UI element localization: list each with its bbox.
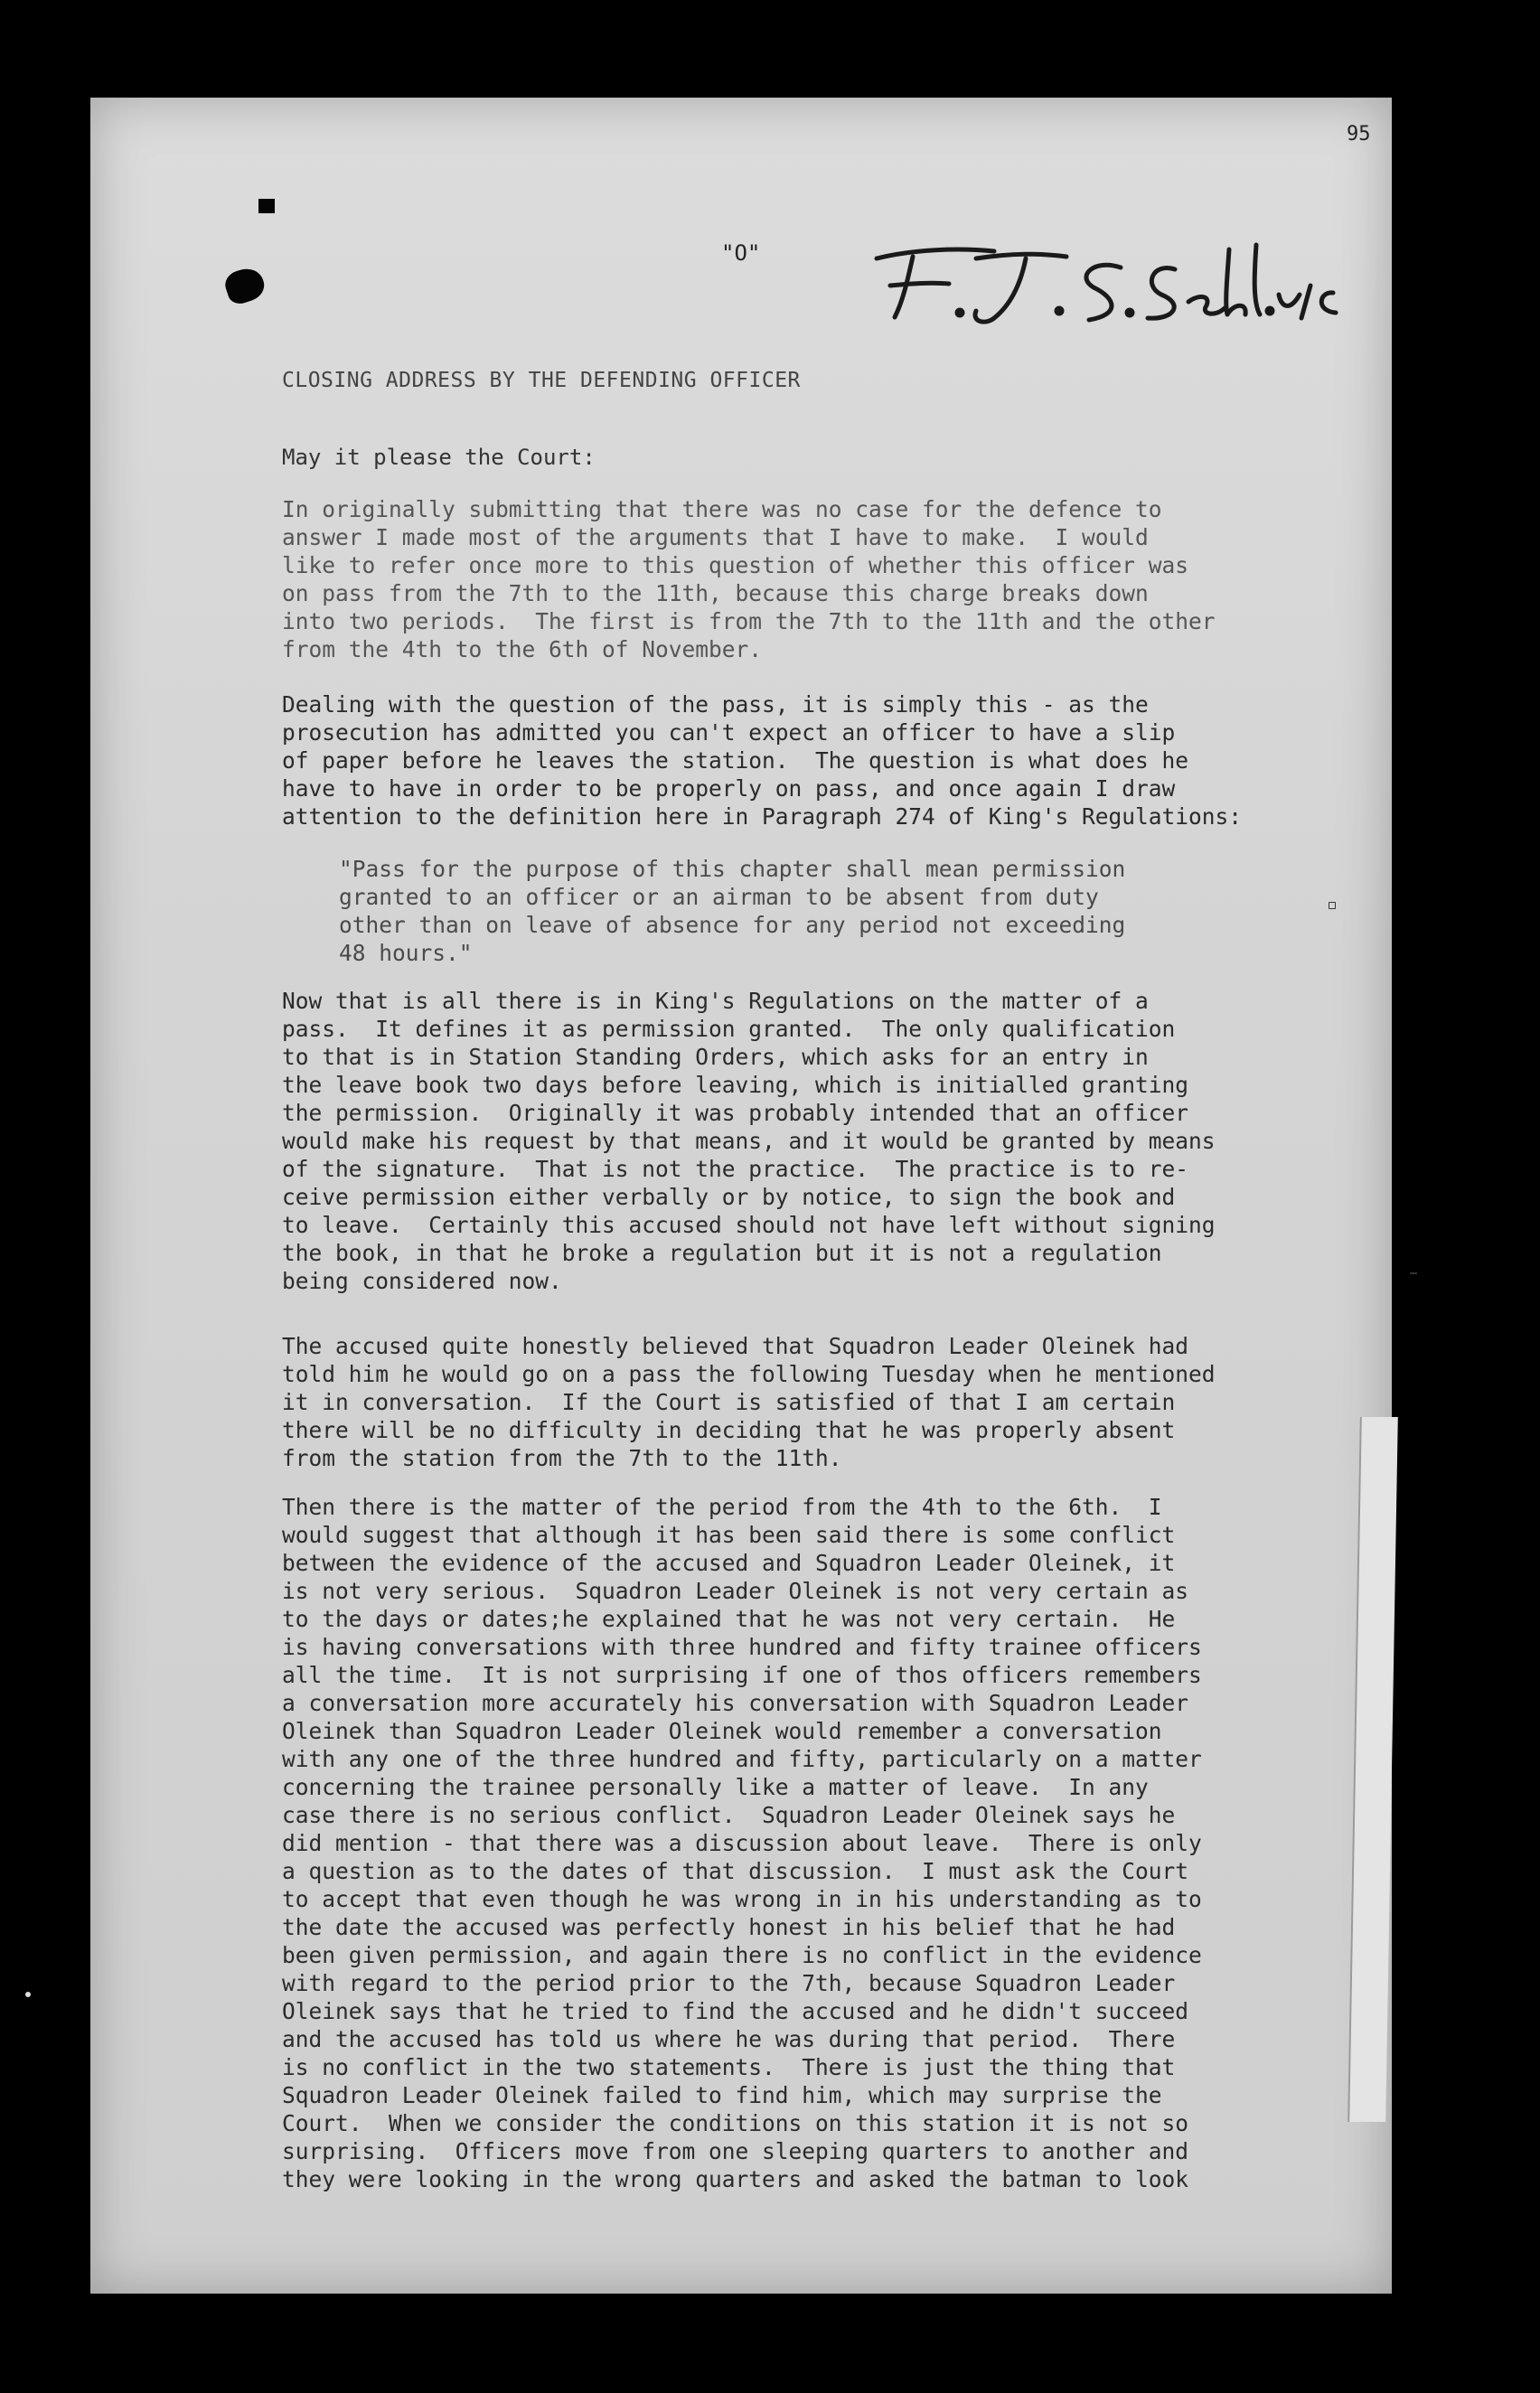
section-label: "O" (721, 240, 761, 266)
underlying-page-edge (1348, 1417, 1398, 2122)
dust-speck (25, 1992, 31, 1997)
page-number: 95 (1347, 123, 1371, 145)
punch-hole-mark (258, 199, 275, 213)
regulation-quote: "Pass for the purpose of this chapter shall mean permission granted to an officer or an airman to be absent from duty other than on leave of absence for any period not exceeding 48 hours." (339, 856, 1126, 966)
salutation: May it please the Court: (282, 445, 596, 470)
paragraph-kings-regulations: Now that is all there is in King's Regulations on the matter of a pass. It defines it as permission granted. The only qualification to that is in Station Standing Orders, which asks for an entry in the leave book two days before leaving, which is initialled granting the permission. Originally it was probably intended that an officer would make his request by that means, and it would be granted by means of the signature. That is not the practice. The practice is to re- ceive permission either verbally or by notice, to sign the book and to leave. Certainly this accused should not have left without signing the book, in that he broke a regulation but it is not a regulation being considered now. (282, 988, 1216, 1294)
paragraph-pass: Dealing with the question of the pass, it is simply this - as the prosecution has admitted you can't expect an officer to have a slip of paper before he leaves the station. The question is what does he have to have in order to be properly on pass, and once again I draw attention to the definition here in Paragraph 274 of King's Regulations: (282, 691, 1243, 830)
paragraph-intro: In originally submitting that there was no case for the defence to answer I made most of the arguments that I have to make. I would like to refer once more to this question of whether this officer was on pass from the 7th to the 11th, because this charge breaks down into two periods. The first is from the 7th to the 11th and the other from the 4th to the 6th of November. (282, 496, 1216, 662)
stray-mark (1329, 902, 1336, 909)
paragraph-period: Then there is the matter of the period from the 4th to the 6th. I would suggest that although it has been said there is some conflict between the evidence of the accused and Squadron Leader Oleinek, it is not very serious. Squadron Leader Oleinek is not very certain as to the days or dates;he explained that he was not very certain. He is having conversations with three hundred and fifty trainee officers all the time. It is not surprising if one of thos officers remembers a conversation more accurately his conversation with Squadron Leader Oleinek than Squadron Leader Oleinek would remember a conversation with any one of the three hundred and fifty, particularly on a matter concerning the trainee personally like a matter of leave. In any case there is no serious conflict. Squadron Leader Oleinek says he did mention - that there was a discussion about leave. There is only a question as to the dates of that discussion. I must ask the Court to accept that even though he was wrong in in his understanding as to the date the accused was perfectly honest in his belief that he had been given permission, and again there is no conflict in the evidence with regard to the period prior to the 7th, because Squadron Leader Oleinek says that he tried to find the accused and he didn't succeed and the accused has told us where he was during that period. There is no conflict in the two statements. There is just the thing that Squadron Leader Oleinek failed to find him, which may surprise the Court. When we consider the conditions on this station it is not so surprising. Officers move from one sleeping quarters to another and they were looking in the wrong quarters and asked the batman to look (282, 1494, 1202, 2192)
handwritten-signature (859, 231, 1365, 331)
document-title: CLOSING ADDRESS BY THE DEFENDING OFFICER (282, 369, 801, 392)
paragraph-accused-belief: The accused quite honestly believed that Squadron Leader Oleinek had told him he would go on a pass the following Tuesday when he mentioned it in conversation. If the Court is satisfied of that I am certain there will be no difficulty in deciding that he was properly absent from the station from the 7th to the 11th. (282, 1333, 1216, 1471)
document-page (90, 98, 1392, 2294)
punch-hole (221, 264, 268, 306)
stray-mark (1410, 1272, 1417, 1274)
